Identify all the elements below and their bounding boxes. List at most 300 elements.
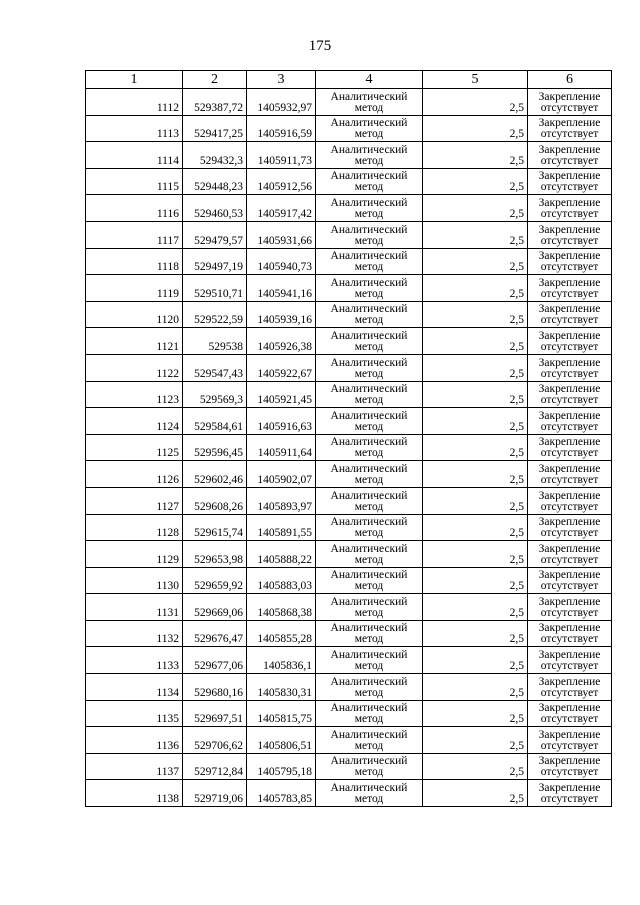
fixing-line-1: Закрепление <box>538 143 601 156</box>
x-coordinate-cell: 529676,47 <box>183 620 247 647</box>
method-cell <box>316 647 423 674</box>
point-number-cell: 1138 <box>86 780 183 807</box>
method-cell <box>316 541 423 568</box>
point-number-cell: 1122 <box>86 354 183 381</box>
accuracy-cell: 2,5 <box>423 275 528 302</box>
fixing-cell <box>528 275 612 302</box>
fixing-line-1: Закрепление <box>538 728 601 741</box>
accuracy-cell: 2,5 <box>423 487 528 514</box>
fixing-cell <box>528 328 612 355</box>
point-number-cell: 1118 <box>86 248 183 275</box>
table-row <box>86 647 612 674</box>
method-line-2: метод <box>354 420 384 433</box>
accuracy-cell: 2,5 <box>423 301 528 328</box>
point-number-cell: 1135 <box>86 700 183 727</box>
fixing-line-2: отсутствует <box>540 367 599 380</box>
y-coordinate-cell: 1405902,07 <box>247 461 316 488</box>
method-cell <box>316 727 423 754</box>
fixing-line-1: Закрепление <box>538 782 601 795</box>
accuracy-cell: 2,5 <box>423 514 528 541</box>
fixing-cell <box>528 514 612 541</box>
method-line-2: метод <box>354 686 384 699</box>
y-coordinate-cell: 1405940,73 <box>247 248 316 275</box>
fixing-cell <box>528 168 612 195</box>
y-coordinate-cell: 1405911,64 <box>247 434 316 461</box>
accuracy-cell: 2,5 <box>423 381 528 408</box>
method-line-2: метод <box>354 340 384 353</box>
fixing-cell <box>528 567 612 594</box>
x-coordinate-cell: 529417,25 <box>183 115 247 142</box>
fixing-line-2: отсутствует <box>540 181 599 194</box>
point-number-cell: 1129 <box>86 541 183 568</box>
fixing-line-2: отсутствует <box>540 527 599 540</box>
method-line-1: Аналитический <box>330 143 408 156</box>
column-header-5: 5 <box>423 71 528 89</box>
method-line-2: метод <box>354 633 384 646</box>
y-coordinate-cell: 1405916,59 <box>247 115 316 142</box>
method-cell <box>316 354 423 381</box>
column-header-2: 2 <box>183 71 247 89</box>
point-number-cell: 1113 <box>86 115 183 142</box>
table-row <box>86 168 612 195</box>
accuracy-cell: 2,5 <box>423 753 528 780</box>
method-line-2: метод <box>354 580 384 593</box>
x-coordinate-cell: 529510,71 <box>183 275 247 302</box>
method-cell <box>316 514 423 541</box>
fixing-line-2: отсутствует <box>540 447 599 460</box>
x-coordinate-cell: 529497,19 <box>183 248 247 275</box>
fixing-cell <box>528 89 612 116</box>
point-number-cell: 1115 <box>86 168 183 195</box>
table-header <box>86 71 612 89</box>
fixing-line-1: Закрепление <box>538 755 601 768</box>
table-row <box>86 567 612 594</box>
fixing-line-2: отсутствует <box>540 128 599 141</box>
fixing-line-2: отсутствует <box>540 261 599 274</box>
accuracy-cell: 2,5 <box>423 594 528 621</box>
method-cell <box>316 674 423 701</box>
point-number-cell: 1134 <box>86 674 183 701</box>
method-cell <box>316 461 423 488</box>
accuracy-cell: 2,5 <box>423 115 528 142</box>
fixing-cell <box>528 647 612 674</box>
x-coordinate-cell: 529669,06 <box>183 594 247 621</box>
page-number: 175 <box>308 38 332 54</box>
y-coordinate-cell: 1405939,16 <box>247 301 316 328</box>
method-line-1: Аналитический <box>330 728 408 741</box>
y-coordinate-cell: 1405932,97 <box>247 89 316 116</box>
x-coordinate-cell: 529680,16 <box>183 674 247 701</box>
fixing-cell <box>528 142 612 169</box>
x-coordinate-cell: 529653,98 <box>183 541 247 568</box>
column-header-1: 1 <box>86 71 183 89</box>
table-row <box>86 301 612 328</box>
fixing-line-1: Закрепление <box>538 409 601 422</box>
method-cell <box>316 115 423 142</box>
fixing-cell <box>528 487 612 514</box>
method-line-2: метод <box>354 766 384 779</box>
column-header-6: 6 <box>528 71 612 89</box>
accuracy-cell: 2,5 <box>423 89 528 116</box>
fixing-line-1: Закрепление <box>538 569 601 582</box>
method-line-2: метод <box>354 181 384 194</box>
method-cell <box>316 248 423 275</box>
fixing-cell <box>528 434 612 461</box>
method-cell <box>316 567 423 594</box>
fixing-cell <box>528 620 612 647</box>
table-row <box>86 248 612 275</box>
method-line-1: Аналитический <box>330 595 408 608</box>
table-row <box>86 115 612 142</box>
y-coordinate-cell: 1405815,75 <box>247 700 316 727</box>
accuracy-cell: 2,5 <box>423 248 528 275</box>
table-body <box>86 89 612 807</box>
y-coordinate-cell: 1405917,42 <box>247 195 316 222</box>
y-coordinate-cell: 1405891,55 <box>247 514 316 541</box>
point-number-cell: 1119 <box>86 275 183 302</box>
point-number-cell: 1117 <box>86 221 183 248</box>
x-coordinate-cell: 529547,43 <box>183 354 247 381</box>
y-coordinate-cell: 1405883,03 <box>247 567 316 594</box>
point-number-cell: 1120 <box>86 301 183 328</box>
method-line-1: Аналитический <box>330 622 408 635</box>
point-number-cell: 1124 <box>86 408 183 435</box>
accuracy-cell: 2,5 <box>423 195 528 222</box>
fixing-line-1: Закрепление <box>538 462 601 475</box>
point-number-cell: 1121 <box>86 328 183 355</box>
accuracy-cell: 2,5 <box>423 328 528 355</box>
y-coordinate-cell: 1405931,66 <box>247 221 316 248</box>
fixing-cell <box>528 221 612 248</box>
x-coordinate-cell: 529479,57 <box>183 221 247 248</box>
x-coordinate-cell: 529719,06 <box>183 780 247 807</box>
x-coordinate-cell: 529538 <box>183 328 247 355</box>
method-line-1: Аналитический <box>330 223 408 236</box>
method-line-1: Аналитический <box>330 117 408 130</box>
fixing-cell <box>528 354 612 381</box>
method-cell <box>316 328 423 355</box>
fixing-line-1: Закрепление <box>538 223 601 236</box>
fixing-cell <box>528 727 612 754</box>
x-coordinate-cell: 529569,3 <box>183 381 247 408</box>
method-line-1: Аналитический <box>330 436 408 449</box>
y-coordinate-cell: 1405893,97 <box>247 487 316 514</box>
y-coordinate-cell: 1405806,51 <box>247 727 316 754</box>
y-coordinate-cell: 1405795,18 <box>247 753 316 780</box>
table-row <box>86 354 612 381</box>
method-line-1: Аналитический <box>330 755 408 768</box>
method-line-1: Аналитический <box>330 702 408 715</box>
accuracy-cell: 2,5 <box>423 620 528 647</box>
y-coordinate-cell: 1405830,31 <box>247 674 316 701</box>
point-number-cell: 1132 <box>86 620 183 647</box>
method-line-2: метод <box>354 500 384 513</box>
fixing-line-2: отсутствует <box>540 793 599 806</box>
fixing-line-1: Закрепление <box>538 436 601 449</box>
table-row <box>86 753 612 780</box>
accuracy-cell: 2,5 <box>423 461 528 488</box>
method-cell <box>316 487 423 514</box>
method-line-1: Аналитический <box>330 90 408 103</box>
fixing-line-1: Закрепление <box>538 542 601 555</box>
point-number-cell: 1116 <box>86 195 183 222</box>
accuracy-cell: 2,5 <box>423 221 528 248</box>
method-line-1: Аналитический <box>330 675 408 688</box>
method-line-2: метод <box>354 739 384 752</box>
method-line-1: Аналитический <box>330 329 408 342</box>
method-line-1: Аналитический <box>330 276 408 289</box>
column-header-4: 4 <box>316 71 423 89</box>
accuracy-cell: 2,5 <box>423 541 528 568</box>
fixing-line-1: Закрепление <box>538 675 601 688</box>
table-row <box>86 727 612 754</box>
table-row <box>86 514 612 541</box>
method-cell <box>316 753 423 780</box>
fixing-cell <box>528 408 612 435</box>
method-line-1: Аналитический <box>330 383 408 396</box>
point-number-cell: 1128 <box>86 514 183 541</box>
accuracy-cell: 2,5 <box>423 780 528 807</box>
method-line-2: метод <box>354 473 384 486</box>
point-number-cell: 1133 <box>86 647 183 674</box>
method-line-1: Аналитический <box>330 542 408 555</box>
coordinates-table <box>85 70 612 807</box>
header-row <box>86 71 612 89</box>
fixing-line-1: Закрепление <box>538 383 601 396</box>
fixing-line-2: отсутствует <box>540 686 599 699</box>
table-row <box>86 594 612 621</box>
table-row <box>86 620 612 647</box>
point-number-cell: 1136 <box>86 727 183 754</box>
accuracy-cell: 2,5 <box>423 354 528 381</box>
method-cell <box>316 780 423 807</box>
table-row <box>86 780 612 807</box>
x-coordinate-cell: 529677,06 <box>183 647 247 674</box>
method-line-2: метод <box>354 207 384 220</box>
y-coordinate-cell: 1405836,1 <box>247 647 316 674</box>
fixing-line-1: Закрепление <box>538 649 601 662</box>
method-line-2: метод <box>354 261 384 274</box>
point-number-cell: 1125 <box>86 434 183 461</box>
fixing-line-2: отсутствует <box>540 101 599 114</box>
fixing-line-1: Закрепление <box>538 196 601 209</box>
method-cell <box>316 301 423 328</box>
point-number-cell: 1114 <box>86 142 183 169</box>
fixing-line-2: отсутствует <box>540 500 599 513</box>
method-line-2: метод <box>354 314 384 327</box>
x-coordinate-cell: 529584,61 <box>183 408 247 435</box>
y-coordinate-cell: 1405921,45 <box>247 381 316 408</box>
method-cell <box>316 408 423 435</box>
method-line-2: метод <box>354 394 384 407</box>
point-number-cell: 1123 <box>86 381 183 408</box>
x-coordinate-cell: 529596,45 <box>183 434 247 461</box>
fixing-line-2: отсутствует <box>540 473 599 486</box>
fixing-line-2: отсутствует <box>540 606 599 619</box>
method-line-2: метод <box>354 367 384 380</box>
fixing-cell <box>528 700 612 727</box>
table-row <box>86 408 612 435</box>
fixing-cell <box>528 753 612 780</box>
method-cell <box>316 594 423 621</box>
table-row <box>86 700 612 727</box>
y-coordinate-cell: 1405922,67 <box>247 354 316 381</box>
method-line-2: метод <box>354 128 384 141</box>
method-cell <box>316 381 423 408</box>
fixing-cell <box>528 541 612 568</box>
y-coordinate-cell: 1405888,22 <box>247 541 316 568</box>
table-row <box>86 195 612 222</box>
point-number-cell: 1126 <box>86 461 183 488</box>
fixing-line-1: Закрепление <box>538 276 601 289</box>
x-coordinate-cell: 529608,26 <box>183 487 247 514</box>
method-line-1: Аналитический <box>330 196 408 209</box>
fixing-line-1: Закрепление <box>538 702 601 715</box>
table-row <box>86 434 612 461</box>
accuracy-cell: 2,5 <box>423 674 528 701</box>
accuracy-cell: 2,5 <box>423 647 528 674</box>
accuracy-cell: 2,5 <box>423 567 528 594</box>
method-cell <box>316 620 423 647</box>
accuracy-cell: 2,5 <box>423 434 528 461</box>
fixing-line-2: отсутствует <box>540 766 599 779</box>
method-cell <box>316 700 423 727</box>
fixing-line-2: отсутствует <box>540 739 599 752</box>
method-line-2: метод <box>354 793 384 806</box>
fixing-line-2: отсутствует <box>540 154 599 167</box>
fixing-line-1: Закрепление <box>538 356 601 369</box>
point-number-cell: 1112 <box>86 89 183 116</box>
y-coordinate-cell: 1405926,38 <box>247 328 316 355</box>
fixing-line-1: Закрепление <box>538 117 601 130</box>
method-line-2: метод <box>354 287 384 300</box>
x-coordinate-cell: 529432,3 <box>183 142 247 169</box>
table-row <box>86 461 612 488</box>
fixing-line-2: отсутствует <box>540 660 599 673</box>
y-coordinate-cell: 1405941,16 <box>247 275 316 302</box>
method-line-1: Аналитический <box>330 516 408 529</box>
x-coordinate-cell: 529697,51 <box>183 700 247 727</box>
fixing-cell <box>528 115 612 142</box>
method-line-1: Аналитический <box>330 356 408 369</box>
y-coordinate-cell: 1405912,56 <box>247 168 316 195</box>
method-line-2: метод <box>354 154 384 167</box>
method-line-1: Аналитический <box>330 489 408 502</box>
fixing-cell <box>528 594 612 621</box>
x-coordinate-cell: 529602,46 <box>183 461 247 488</box>
fixing-line-2: отсутствует <box>540 394 599 407</box>
fixing-line-2: отсутствует <box>540 340 599 353</box>
method-line-1: Аналитический <box>330 250 408 263</box>
x-coordinate-cell: 529460,53 <box>183 195 247 222</box>
method-line-2: метод <box>354 660 384 673</box>
table-row <box>86 89 612 116</box>
method-cell <box>316 275 423 302</box>
fixing-line-2: отсутствует <box>540 314 599 327</box>
fixing-line-2: отсутствует <box>540 633 599 646</box>
y-coordinate-cell: 1405916,63 <box>247 408 316 435</box>
fixing-line-1: Закрепление <box>538 303 601 316</box>
method-cell <box>316 434 423 461</box>
point-number-cell: 1130 <box>86 567 183 594</box>
method-line-2: метод <box>354 553 384 566</box>
fixing-line-2: отсутствует <box>540 234 599 247</box>
method-line-1: Аналитический <box>330 170 408 183</box>
y-coordinate-cell: 1405855,28 <box>247 620 316 647</box>
x-coordinate-cell: 529706,62 <box>183 727 247 754</box>
fixing-cell <box>528 248 612 275</box>
method-cell <box>316 221 423 248</box>
fixing-line-1: Закрепление <box>538 595 601 608</box>
fixing-line-2: отсутствует <box>540 287 599 300</box>
table-row <box>86 487 612 514</box>
point-number-cell: 1127 <box>86 487 183 514</box>
x-coordinate-cell: 529712,84 <box>183 753 247 780</box>
x-coordinate-cell: 529387,72 <box>183 89 247 116</box>
method-cell <box>316 195 423 222</box>
y-coordinate-cell: 1405868,38 <box>247 594 316 621</box>
table-row <box>86 674 612 701</box>
method-cell <box>316 89 423 116</box>
method-line-1: Аналитический <box>330 409 408 422</box>
accuracy-cell: 2,5 <box>423 700 528 727</box>
fixing-line-2: отсутствует <box>540 207 599 220</box>
column-header-3: 3 <box>247 71 316 89</box>
y-coordinate-cell: 1405783,85 <box>247 780 316 807</box>
method-cell <box>316 142 423 169</box>
fixing-line-2: отсутствует <box>540 553 599 566</box>
table-row <box>86 142 612 169</box>
accuracy-cell: 2,5 <box>423 727 528 754</box>
method-line-1: Аналитический <box>330 569 408 582</box>
method-line-2: метод <box>354 101 384 114</box>
method-line-2: метод <box>354 606 384 619</box>
fixing-line-1: Закрепление <box>538 516 601 529</box>
table-row <box>86 328 612 355</box>
accuracy-cell: 2,5 <box>423 408 528 435</box>
x-coordinate-cell: 529615,74 <box>183 514 247 541</box>
x-coordinate-cell: 529659,92 <box>183 567 247 594</box>
fixing-cell <box>528 674 612 701</box>
fixing-cell <box>528 301 612 328</box>
fixing-cell <box>528 195 612 222</box>
fixing-line-1: Закрепление <box>538 90 601 103</box>
fixing-line-1: Закрепление <box>538 622 601 635</box>
method-line-2: метод <box>354 713 384 726</box>
fixing-cell <box>528 461 612 488</box>
accuracy-cell: 2,5 <box>423 168 528 195</box>
accuracy-cell: 2,5 <box>423 142 528 169</box>
y-coordinate-cell: 1405911,73 <box>247 142 316 169</box>
table-row <box>86 541 612 568</box>
method-line-1: Аналитический <box>330 782 408 795</box>
fixing-line-2: отсутствует <box>540 713 599 726</box>
method-line-1: Аналитический <box>330 303 408 316</box>
point-number-cell: 1137 <box>86 753 183 780</box>
fixing-line-2: отсутствует <box>540 420 599 433</box>
method-line-2: метод <box>354 234 384 247</box>
method-line-1: Аналитический <box>330 462 408 475</box>
method-cell <box>316 168 423 195</box>
table-row <box>86 221 612 248</box>
method-line-2: метод <box>354 527 384 540</box>
method-line-2: метод <box>354 447 384 460</box>
fixing-cell <box>528 381 612 408</box>
fixing-line-1: Закрепление <box>538 250 601 263</box>
fixing-line-1: Закрепление <box>538 170 601 183</box>
fixing-line-1: Закрепление <box>538 489 601 502</box>
point-number-cell: 1131 <box>86 594 183 621</box>
